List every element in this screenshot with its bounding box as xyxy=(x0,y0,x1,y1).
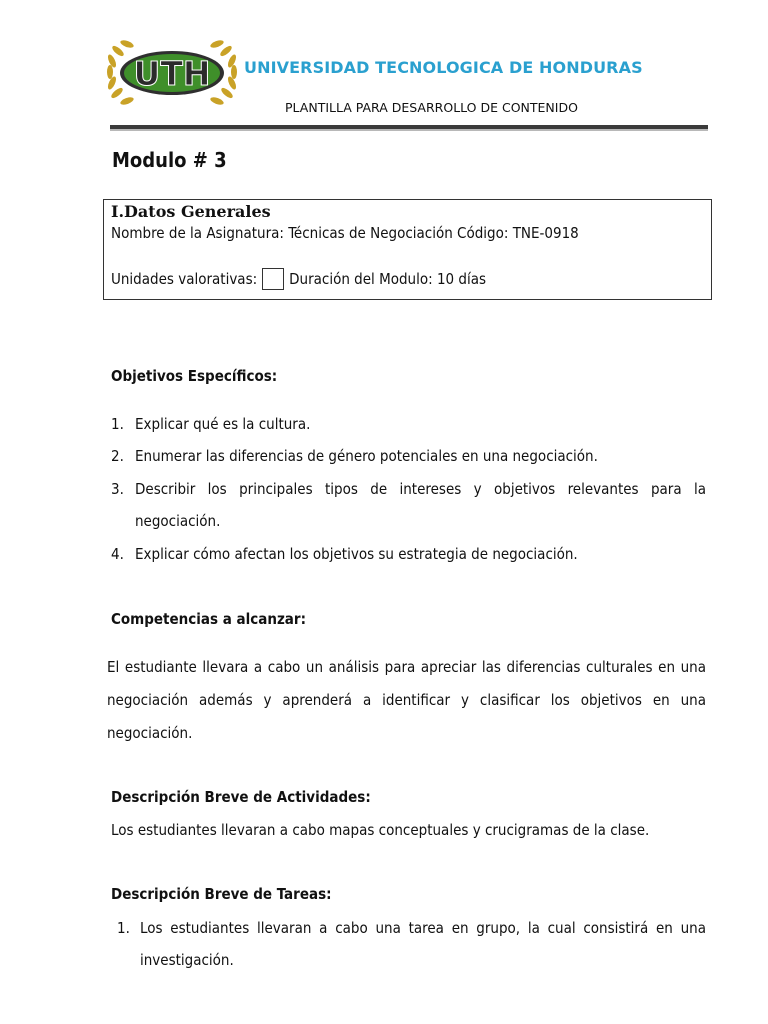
competencias-text-line: El estudiante llevara a cabo un análisis para apreciar las diferencias culturales en una xyxy=(107,658,706,676)
units-value-box[interactable] xyxy=(262,268,284,290)
tarea-number: 1. xyxy=(117,919,130,937)
actividades-heading: Descripción Breve de Actividades: xyxy=(111,788,371,806)
header-divider-shadow xyxy=(110,129,708,131)
units-label: Unidades valorativas: xyxy=(111,270,258,288)
objetivo-text: Explicar qué es la cultura. xyxy=(135,415,311,433)
units-duration-line xyxy=(111,268,486,290)
objetivo-number: 1. xyxy=(111,415,124,433)
competencias-text-line: negociación. xyxy=(107,724,193,742)
template-title: PLANTILLA PARA DESARROLLO DE CONTENIDO xyxy=(285,100,578,115)
competencias-text-line: negociación además y aprenderá a identificar y clasificar los objetivos en una xyxy=(107,691,706,709)
uth-logo xyxy=(103,35,241,109)
svg-text:UTH: UTH xyxy=(133,54,211,93)
duration-label: Duración del Modulo: 10 días xyxy=(289,270,487,288)
module-title: Modulo # 3 xyxy=(112,148,227,172)
objetivo-number: 3. xyxy=(111,480,124,498)
objetivos-heading: Objetivos Específicos: xyxy=(111,367,278,385)
datos-generales-title: I.Datos Generales xyxy=(111,202,271,221)
objetivo-text: Describir los principales tipos de intereses y objetivos relevantes para la xyxy=(135,480,706,498)
objetivo-number: 4. xyxy=(111,545,124,563)
competencias-heading: Competencias a alcanzar: xyxy=(111,610,306,628)
tarea-text: Los estudiantes llevaran a cabo una tarea en grupo, la cual consistirá en una xyxy=(140,919,706,937)
university-name: UNIVERSIDAD TECNOLOGICA DE HONDURAS xyxy=(244,58,643,77)
objetivo-text-continued: negociación. xyxy=(135,512,221,530)
tareas-heading: Descripción Breve de Tareas: xyxy=(111,885,332,903)
tarea-text-continued: investigación. xyxy=(140,951,234,969)
subject-line: Nombre de la Asignatura: Técnicas de Negociación Código: TNE-0918 xyxy=(111,224,579,242)
actividades-text: Los estudiantes llevaran a cabo mapas conceptuales y crucigramas de la clase. xyxy=(111,821,650,839)
objetivo-text: Enumerar las diferencias de género potenciales en una negociación. xyxy=(135,447,598,465)
objetivo-number: 2. xyxy=(111,447,124,465)
objetivo-text: Explicar cómo afectan los objetivos su estrategia de negociación. xyxy=(135,545,578,563)
